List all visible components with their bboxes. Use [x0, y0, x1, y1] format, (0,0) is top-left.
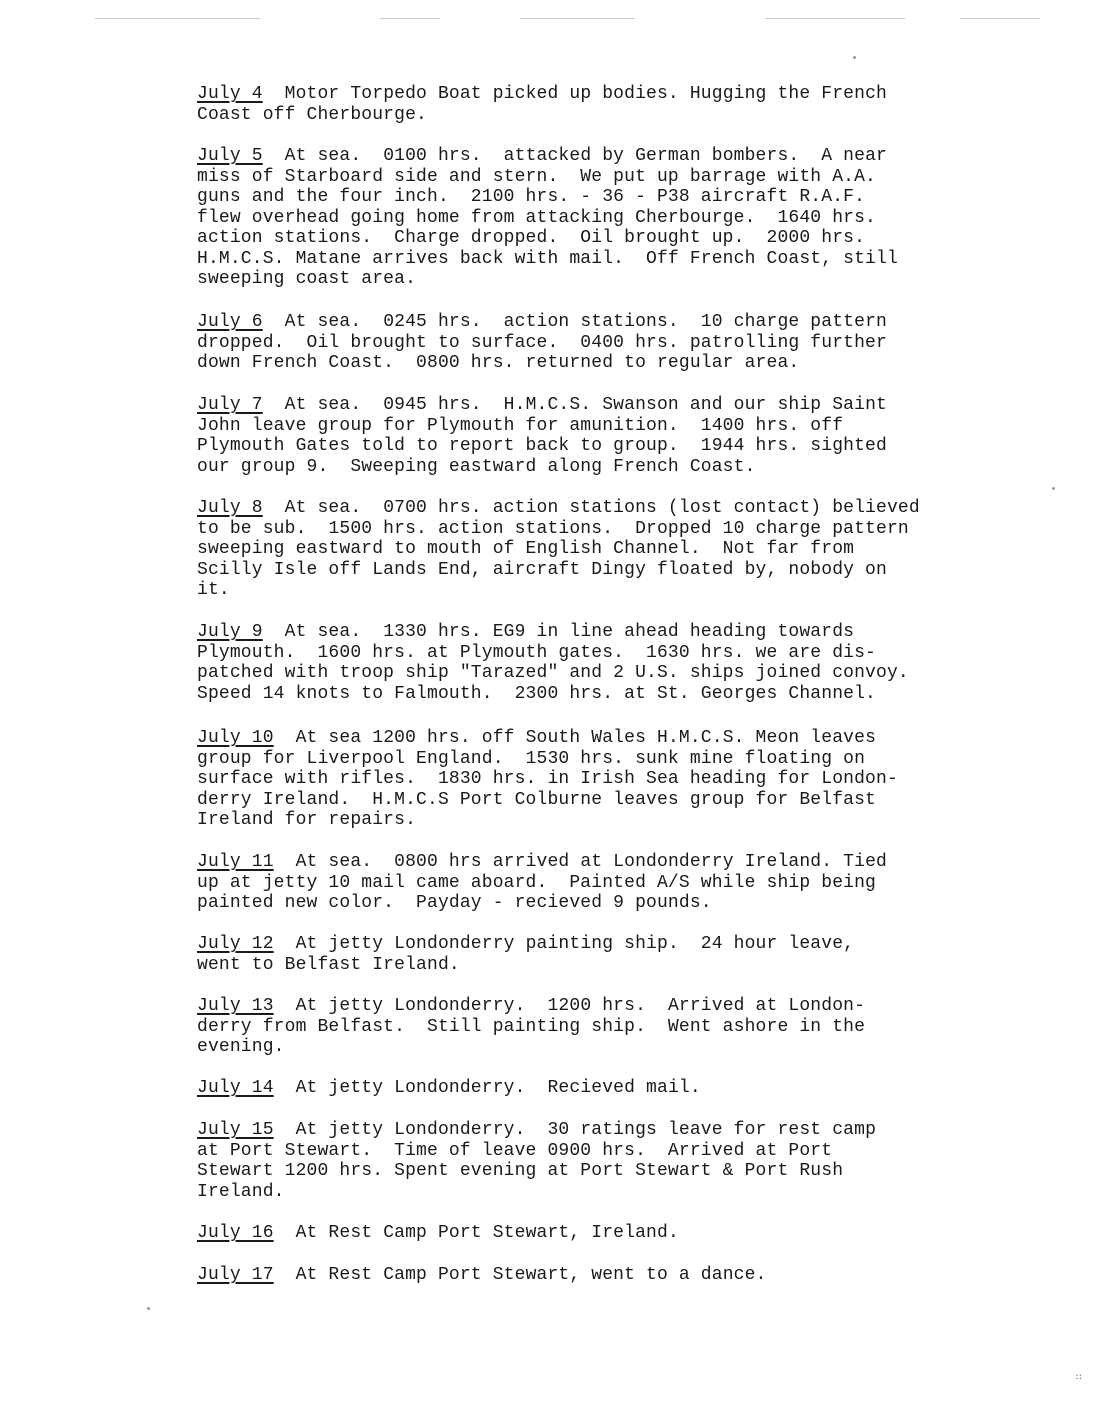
entry-date: July 14	[197, 1078, 274, 1098]
journal-entry-july-8	[197, 498, 1037, 601]
journal-entry-july-9	[197, 622, 1037, 704]
entry-line: derry from Belfast. Still painting ship. Went ashore in the	[197, 1016, 866, 1037]
journal-entry-july-16	[197, 1223, 1037, 1244]
entry-line: At sea. 0100 hrs. attacked by German bombers. A near	[284, 146, 887, 166]
entry-date: July 8	[197, 498, 263, 518]
journal-entry-july-13	[197, 996, 1037, 1058]
journal-entry-july-5	[197, 146, 1037, 290]
entry-line: sweeping coast area.	[197, 269, 417, 289]
entry-line: evening.	[197, 1037, 285, 1057]
entry-line: up at jetty 10 mail came aboard. Painted A/S while ship being	[197, 872, 877, 893]
journal-entry-july-4	[197, 84, 1037, 125]
entry-date: July 4	[197, 84, 263, 104]
journal-entry-july-6	[197, 312, 1037, 374]
entry-line: H.M.C.S. Matane arrives back with mail. Off French Coast, still	[197, 248, 898, 269]
entry-line: our group 9. Sweeping eastward along French Coast.	[197, 456, 756, 477]
scan-edge-line	[380, 18, 440, 19]
journal-entry-july-15	[197, 1120, 1037, 1202]
entry-line: to be sub. 1500 hrs. action stations. Dropped 10 charge pattern	[197, 518, 909, 539]
scan-edge-line	[520, 18, 635, 19]
entry-line: went to Belfast Ireland.	[197, 954, 460, 975]
scan-edge-line	[960, 18, 1040, 19]
entry-date: July 11	[197, 852, 274, 872]
entry-line: Plymouth Gates told to report back to group. 1944 hrs. sighted	[197, 436, 887, 456]
scan-edge-line	[765, 18, 905, 19]
entry-line: At jetty Londonderry painting ship. 24 hour leave,	[295, 934, 855, 954]
entry-line: miss of Starboard side and stern. We put up barrage with A.A.	[197, 166, 877, 187]
entry-line: At sea 1200 hrs. off South Wales H.M.C.S. Meon leaves	[295, 728, 877, 748]
entry-line: it.	[197, 580, 230, 600]
entry-line: surface with rifles. 1830 hrs. in Irish Sea heading for London-	[197, 769, 898, 789]
entry-line: At sea. 0800 hrs arrived at Londonderry Ireland. Tied	[295, 852, 887, 872]
scan-speck	[147, 1307, 150, 1310]
entry-line: John leave group for Plymouth for amunition. 1400 hrs. off	[197, 415, 844, 436]
entry-date: July 7	[197, 395, 263, 415]
entry-date: July 16	[197, 1223, 274, 1243]
entry-line: At Rest Camp Port Stewart, went to a dance.	[295, 1265, 767, 1285]
entry-date: July 6	[197, 312, 263, 332]
entry-line: Speed 14 knots to Falmouth. 2300 hrs. at St. Georges Channel.	[197, 683, 877, 704]
entry-line: Plymouth. 1600 hrs. at Plymouth gates. 1630 hrs. we are dis-	[197, 642, 877, 663]
entry-line: Motor Torpedo Boat picked up bodies. Hugging the French	[284, 84, 887, 104]
entry-line: At Rest Camp Port Stewart, Ireland.	[295, 1223, 679, 1243]
entry-line: Ireland for repairs.	[197, 810, 417, 830]
entry-date: July 10	[197, 728, 274, 748]
journal-entry-july-14	[197, 1078, 1037, 1099]
journal-entry-july-17	[197, 1265, 1037, 1286]
scan-speck	[853, 56, 856, 59]
entry-line: dropped. Oil brought to surface. 0400 hrs. patrolling further	[197, 332, 887, 353]
entry-line: Coast off Cherbourge.	[197, 104, 427, 125]
journal-entry-july-7	[197, 395, 1037, 477]
entry-line: at Port Stewart. Time of leave 0900 hrs. Arrived at Port	[197, 1140, 833, 1161]
entry-date: July 17	[197, 1265, 274, 1285]
entry-line: At jetty Londonderry. 1200 hrs. Arrived at London-	[295, 996, 866, 1016]
entry-line: At jetty Londonderry. Recieved mail.	[295, 1078, 701, 1098]
entry-date: July 15	[197, 1120, 274, 1140]
entry-line: At sea. 0700 hrs. action stations (lost contact) believed	[284, 498, 920, 518]
scan-edge-line	[95, 18, 260, 19]
entry-line: At sea. 0945 hrs. H.M.C.S. Swanson and our ship Saint	[284, 395, 887, 415]
scan-speck	[1052, 487, 1055, 490]
entry-line: guns and the four inch. 2100 hrs. - 36 - P38 aircraft R.A.F.	[197, 187, 866, 207]
entry-line: group for Liverpool England. 1530 hrs. sunk mine floating on	[197, 748, 866, 769]
entry-date: July 13	[197, 996, 274, 1016]
entry-line: patched with troop ship "Tarazed" and 2 U.S. ships joined convoy.	[197, 663, 909, 683]
journal-entry-july-10	[197, 728, 1037, 831]
scan-corner-mark: ::	[1075, 1371, 1082, 1382]
entry-line: derry Ireland. H.M.C.S Port Colburne leaves group for Belfast	[197, 789, 877, 810]
entry-line: painted new color. Payday - recieved 9 pounds.	[197, 893, 712, 913]
entry-line: Scilly Isle off Lands End, aircraft Dingy floated by, nobody on	[197, 559, 887, 580]
entry-date: July 9	[197, 622, 263, 642]
entry-line: At sea. 1330 hrs. EG9 in line ahead heading towards	[284, 622, 855, 642]
entry-date: July 12	[197, 934, 274, 954]
entry-line: flew overhead going home from attacking Cherbourge. 1640 hrs.	[197, 207, 877, 228]
entry-line: action stations. Charge dropped. Oil brought up. 2000 hrs.	[197, 228, 866, 248]
entry-line: sweeping eastward to mouth of English Channel. Not far from	[197, 539, 855, 559]
entry-date: July 5	[197, 146, 263, 166]
entry-line: Stewart 1200 hrs. Spent evening at Port Stewart & Port Rush	[197, 1161, 844, 1181]
entry-line: Ireland.	[197, 1181, 285, 1202]
entry-line: down French Coast. 0800 hrs. returned to regular area.	[197, 353, 800, 373]
entry-line: At sea. 0245 hrs. action stations. 10 charge pattern	[284, 312, 887, 332]
journal-entry-july-11	[197, 852, 1037, 914]
journal-entry-july-12	[197, 934, 1037, 975]
entry-line: At jetty Londonderry. 30 ratings leave for rest camp	[295, 1120, 877, 1140]
